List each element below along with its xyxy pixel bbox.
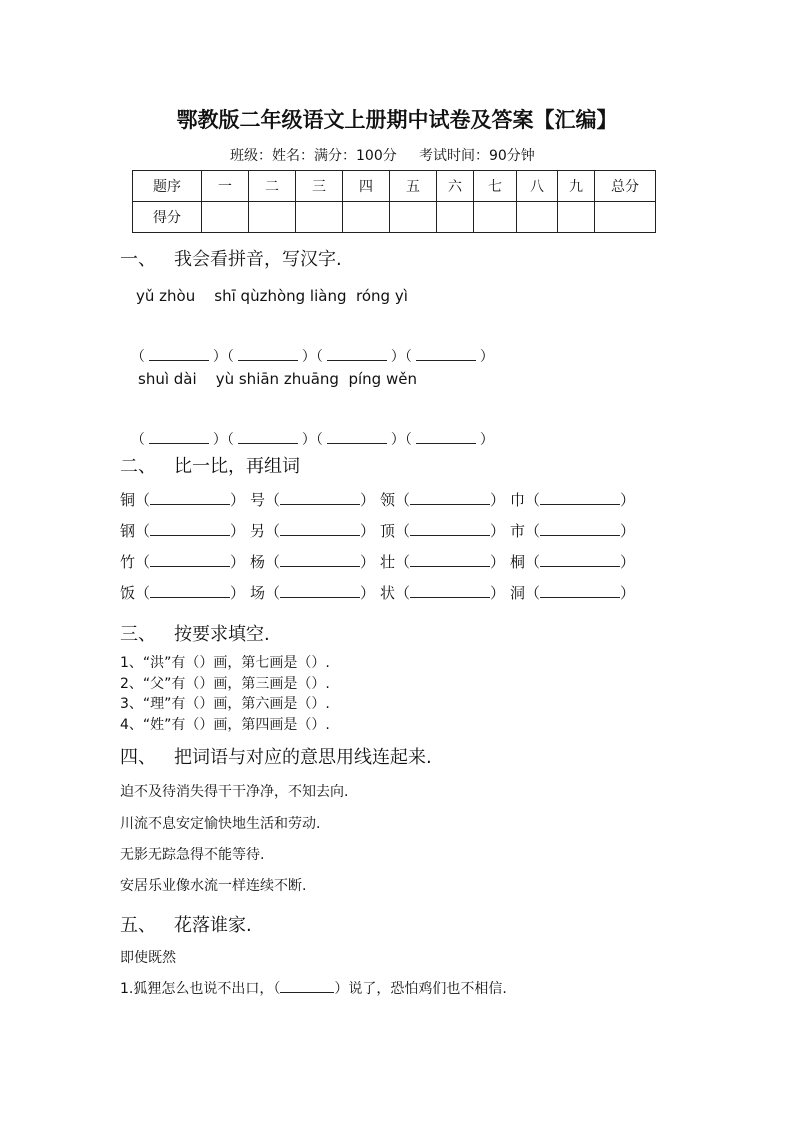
paren: ）: [620, 553, 636, 571]
score-cell[interactable]: [249, 202, 296, 233]
answer-blank-row: [122, 330, 494, 366]
character: 另: [250, 522, 266, 540]
character: 状: [380, 584, 396, 602]
paren: ）: [479, 349, 494, 365]
section-3-heading: [120, 620, 270, 646]
word-choices: 即使既然: [120, 950, 176, 966]
row-label-cell: 得分: [133, 202, 202, 233]
score-cell[interactable]: [390, 202, 437, 233]
answer-blank[interactable]: [540, 585, 620, 598]
section-number: 五、: [120, 915, 156, 936]
character: 铜: [120, 491, 136, 509]
answer-blank[interactable]: [150, 585, 230, 598]
character: 顶: [380, 522, 396, 540]
word-cell: [510, 551, 640, 572]
matching-line: 迫不及待消失得干干净净，不知去向.: [120, 784, 349, 800]
section-number: 三、: [120, 624, 156, 645]
paren: （: [135, 553, 151, 571]
answer-blank[interactable]: [416, 348, 476, 361]
answer-blank[interactable]: [149, 431, 209, 444]
matching-line: 无影无踪急得不能等待.: [120, 847, 265, 863]
pinyin-row: shuì dài yù shiān zhuāng píng wěn: [138, 370, 417, 388]
character: 壮: [380, 553, 396, 571]
header-cell: 七: [474, 171, 517, 202]
paren: ）: [620, 522, 636, 540]
score-cell[interactable]: [202, 202, 249, 233]
fill-item: 3、“理”有（）画，第六画是（）.: [120, 696, 330, 712]
section-1-heading: [120, 245, 342, 271]
section-5-heading: [120, 911, 252, 937]
paren: ）: [490, 553, 506, 571]
answer-blank[interactable]: [410, 523, 490, 536]
section-number: 二、: [120, 456, 156, 477]
character: 桐: [510, 553, 526, 571]
paren: ）: [301, 432, 316, 448]
paren: ）: [230, 553, 246, 571]
paren: （: [525, 553, 541, 571]
section-title: 把词语与对应的意思用线连起来.: [174, 747, 432, 768]
header-cell: 题序: [133, 171, 202, 202]
character: 号: [250, 491, 266, 509]
header-cell: 五: [390, 171, 437, 202]
paren: （: [130, 349, 145, 365]
header-cell: 六: [437, 171, 474, 202]
section-4-heading: [120, 743, 432, 769]
paren: ）: [212, 432, 227, 448]
answer-blank[interactable]: [238, 348, 298, 361]
section-2-heading: [120, 452, 300, 478]
word-cell: [510, 582, 640, 603]
word-pair-row: [120, 520, 640, 541]
exam-info: 班级：姓名：满分：100分 考试时间：90分钟: [230, 148, 535, 164]
paren: ）: [390, 432, 405, 448]
character: 杨: [250, 553, 266, 571]
section-title: 比一比，再组词: [174, 456, 300, 477]
score-table: [132, 170, 656, 233]
section-title: 花落谁家.: [174, 915, 252, 936]
score-table-header-row: [133, 171, 656, 202]
paren: ）: [620, 584, 636, 602]
paren: ）: [212, 349, 227, 365]
answer-blank[interactable]: [280, 980, 334, 993]
section-title: 按要求填空.: [174, 624, 270, 645]
paren: （: [404, 349, 412, 365]
paren: （: [525, 584, 541, 602]
answer-blank[interactable]: [238, 431, 298, 444]
paren: ）: [230, 491, 246, 509]
score-cell[interactable]: [296, 202, 343, 233]
score-cell[interactable]: [558, 202, 595, 233]
answer-blank[interactable]: [410, 585, 490, 598]
word-cell: [380, 520, 510, 541]
paren: ）: [479, 432, 494, 448]
header-cell: 二: [249, 171, 296, 202]
section-number: 四、: [120, 747, 156, 768]
header-cell: 四: [343, 171, 390, 202]
answer-blank[interactable]: [410, 492, 490, 505]
character: 洞: [510, 584, 526, 602]
score-table-score-row: [133, 202, 656, 233]
paren: （: [265, 553, 281, 571]
word-cell: [510, 489, 640, 510]
character: 饭: [120, 584, 136, 602]
word-cell: [510, 520, 640, 541]
answer-blank[interactable]: [416, 431, 476, 444]
score-cell[interactable]: [437, 202, 474, 233]
answer-blank[interactable]: [150, 523, 230, 536]
paren: （: [525, 491, 541, 509]
word-pair-row: [120, 582, 640, 603]
paren: （: [135, 522, 151, 540]
answer-blank[interactable]: [410, 554, 490, 567]
character: 领: [380, 491, 396, 509]
question-text: ）说了，恐怕鸡们也不相信.: [334, 981, 507, 997]
answer-blank[interactable]: [327, 431, 387, 444]
page-title: 鄂教版二年级语文上册期中试卷及答案【汇编】: [176, 107, 618, 132]
answer-blank[interactable]: [280, 554, 360, 567]
word-cell: [250, 520, 380, 541]
character: 钢: [120, 522, 136, 540]
answer-blank[interactable]: [280, 523, 360, 536]
paren: （: [265, 491, 281, 509]
word-cell: [250, 551, 380, 572]
paren: ）: [230, 522, 246, 540]
paren: （: [135, 491, 151, 509]
character: 巾: [510, 491, 526, 509]
paren: ）: [490, 491, 506, 509]
word-cell: [250, 582, 380, 603]
paren: （: [226, 432, 234, 448]
paren: ）: [230, 584, 246, 602]
word-cell: [250, 489, 380, 510]
section-title: 我会看拼音，写汉字.: [174, 249, 342, 270]
word-pair-row: [120, 489, 640, 510]
paren: （: [265, 522, 281, 540]
word-pair-row: [120, 551, 640, 572]
paren: （: [315, 432, 323, 448]
word-cell: [380, 489, 510, 510]
pinyin-row: yǔ zhòu shī qùzhòng liàng róng yì: [136, 287, 408, 305]
answer-blank[interactable]: [540, 492, 620, 505]
paren: ）: [301, 349, 316, 365]
paren: （: [395, 522, 411, 540]
word-cell: [120, 551, 250, 572]
paren: （: [135, 584, 151, 602]
fill-item: 1、“洪”有（）画，第七画是（）.: [120, 655, 330, 671]
score-cell[interactable]: [343, 202, 390, 233]
paren: （: [395, 553, 411, 571]
question-text: 1.狐狸怎么也说不出口，（: [120, 981, 281, 997]
matching-line: 川流不息安定愉快地生活和劳动.: [120, 816, 321, 832]
answer-blank[interactable]: [540, 554, 620, 567]
fill-item: 4、“姓”有（）画，第四画是（）.: [120, 717, 330, 733]
header-cell: 八: [517, 171, 558, 202]
paren: （: [130, 432, 145, 448]
word-cell: [120, 520, 250, 541]
paren: ）: [490, 522, 506, 540]
paren: （: [395, 491, 411, 509]
question-1: [120, 978, 507, 998]
answer-blank[interactable]: [540, 523, 620, 536]
paren: （: [226, 349, 234, 365]
section-number: 一、: [120, 249, 156, 270]
word-cell: [120, 582, 250, 603]
character: 场: [250, 584, 266, 602]
header-cell: 总分: [595, 171, 656, 202]
answer-blank[interactable]: [327, 348, 387, 361]
word-cell: [380, 582, 510, 603]
paren: （: [395, 584, 411, 602]
fill-item: 2、“父”有（）画，第三画是（）.: [120, 676, 330, 692]
paren: （: [265, 584, 281, 602]
score-cell[interactable]: [517, 202, 558, 233]
answer-blank[interactable]: [280, 585, 360, 598]
paren: （: [404, 432, 412, 448]
paren: ）: [360, 553, 376, 571]
answer-blank[interactable]: [150, 554, 230, 567]
character: 竹: [120, 553, 136, 571]
answer-blank[interactable]: [149, 348, 209, 361]
paren: ）: [360, 522, 376, 540]
answer-blank-row: [122, 413, 494, 449]
paren: （: [525, 522, 541, 540]
paren: （: [315, 349, 323, 365]
paren: ）: [360, 491, 376, 509]
paren: ）: [620, 491, 636, 509]
matching-line: 安居乐业像水流一样连续不断.: [120, 878, 307, 894]
score-cell[interactable]: [595, 202, 656, 233]
header-cell: 九: [558, 171, 595, 202]
answer-blank[interactable]: [150, 492, 230, 505]
word-cell: [380, 551, 510, 572]
header-cell: 一: [202, 171, 249, 202]
paren: ）: [360, 584, 376, 602]
paren: ）: [490, 584, 506, 602]
paren: ）: [390, 349, 405, 365]
answer-blank[interactable]: [280, 492, 360, 505]
score-cell[interactable]: [474, 202, 517, 233]
header-cell: 三: [296, 171, 343, 202]
word-cell: [120, 489, 250, 510]
character: 市: [510, 522, 526, 540]
